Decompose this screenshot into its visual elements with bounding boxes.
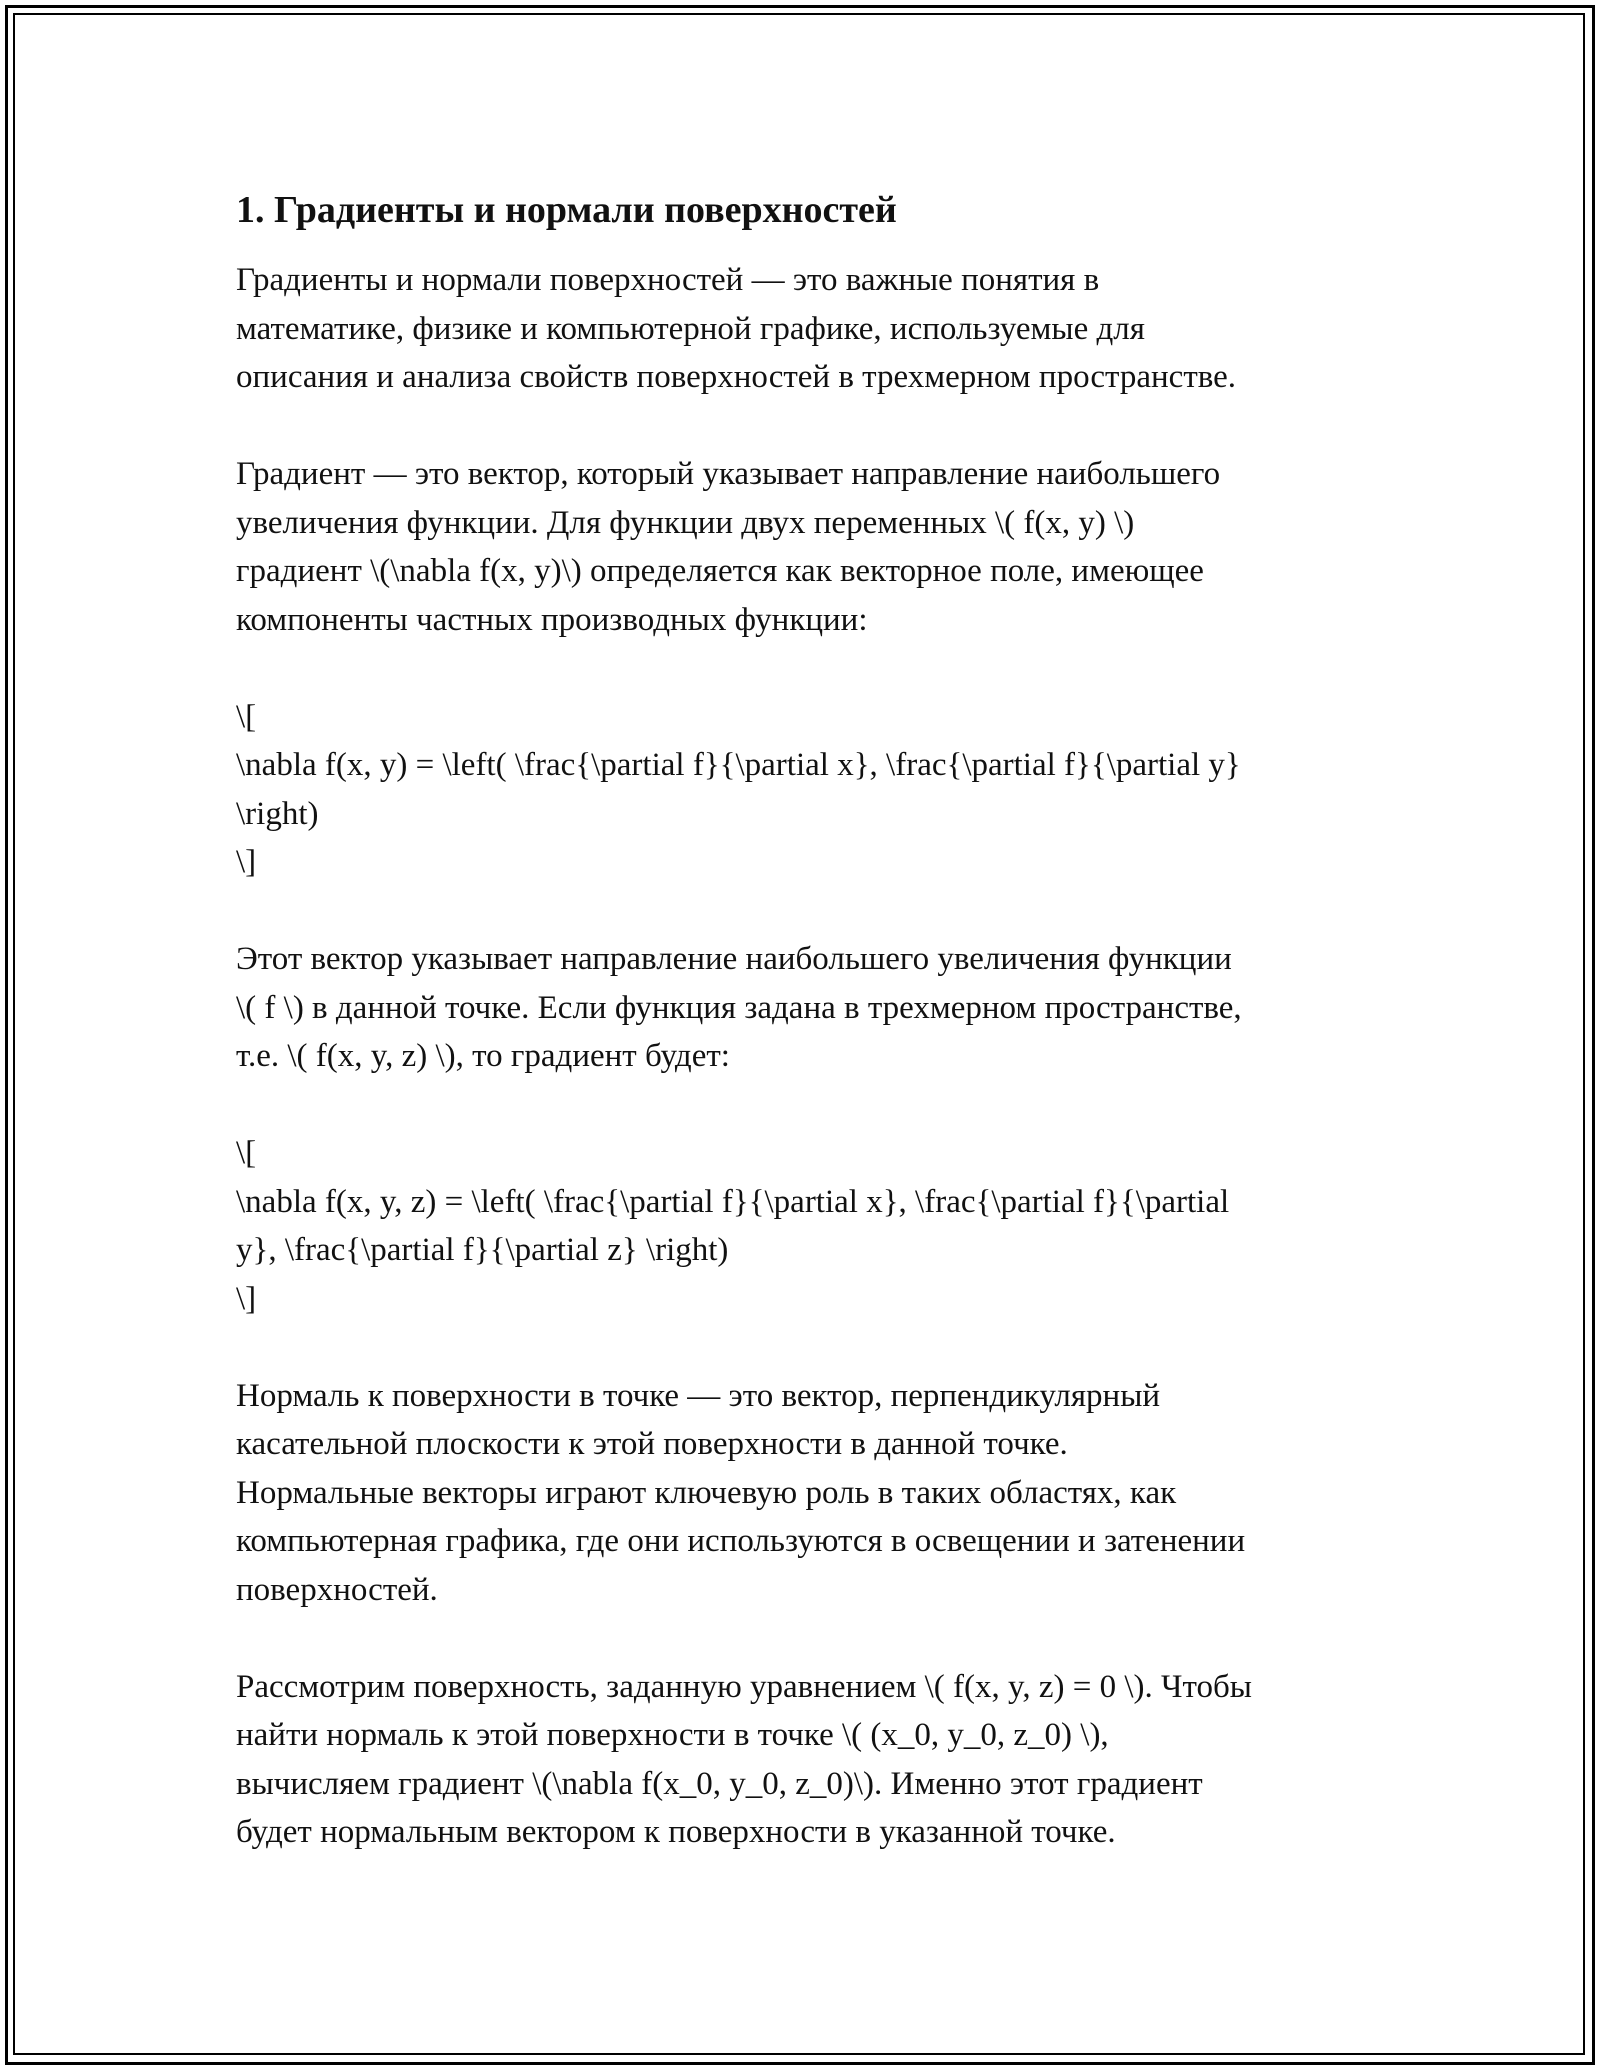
- gradient-definition-paragraph: Градиент — это вектор, который указывает направление наибольшего увеличения функции. Для функции двух переменных \( f(x, y) \) градиент \(\nabla f(x, y)\) определяется как векторное поле, имеющее компоненты частных производных функции:: [236, 456, 1221, 638]
- gradient-3d-intro-paragraph: Этот вектор указывает направление наибольшего увеличения функции \( f \) в данной точке. Если функция задана в трехмерном пространстве, т.е. \( f(x, y, z) \), то градиент будет:: [236, 941, 1242, 1074]
- gradient-2d-formula: \[ \nabla f(x, y) = \left( \frac{\partial f}{\partial x}, \frac{\partial f}{\partial y} \right) \]: [236, 698, 1241, 880]
- normal-computation-paragraph: Рассмотрим поверхность, заданную уравнением \( f(x, y, z) = 0 \). Чтобы найти нормаль к этой поверхности в точке \( (x_0, y_0, z_0) \), вычисляем градиент \(\nabla f(x_0, y_0, z_0)\). Именно этот градиент будет нормальным вектором к поверхности в указанной точке.: [236, 1668, 1252, 1850]
- normal-definition-paragraph: Нормаль к поверхности в точке — это вектор, перпендикулярный касательной плоскости к этой поверхности в данной точке. Нормальные векторы играют ключевую роль в таких областях, как компьютерная графика, где они используются в освещении и затенении поверхностей.: [236, 1377, 1246, 1608]
- gradient-3d-formula: \[ \nabla f(x, y, z) = \left( \frac{\partial f}{\partial x}, \frac{\partial f}{\partial y}, \frac{\partial f}{\partial z} \right) \]: [236, 1135, 1230, 1317]
- section-heading: 1. Градиенты и нормали поверхностей: [236, 189, 897, 231]
- document-body: [236, 186, 1396, 1857]
- intro-paragraph: Градиенты и нормали поверхностей — это важные понятия в математике, физике и компьютерной графике, используемые для описания и анализа свойств поверхностей в трехмерном пространстве.: [236, 262, 1237, 395]
